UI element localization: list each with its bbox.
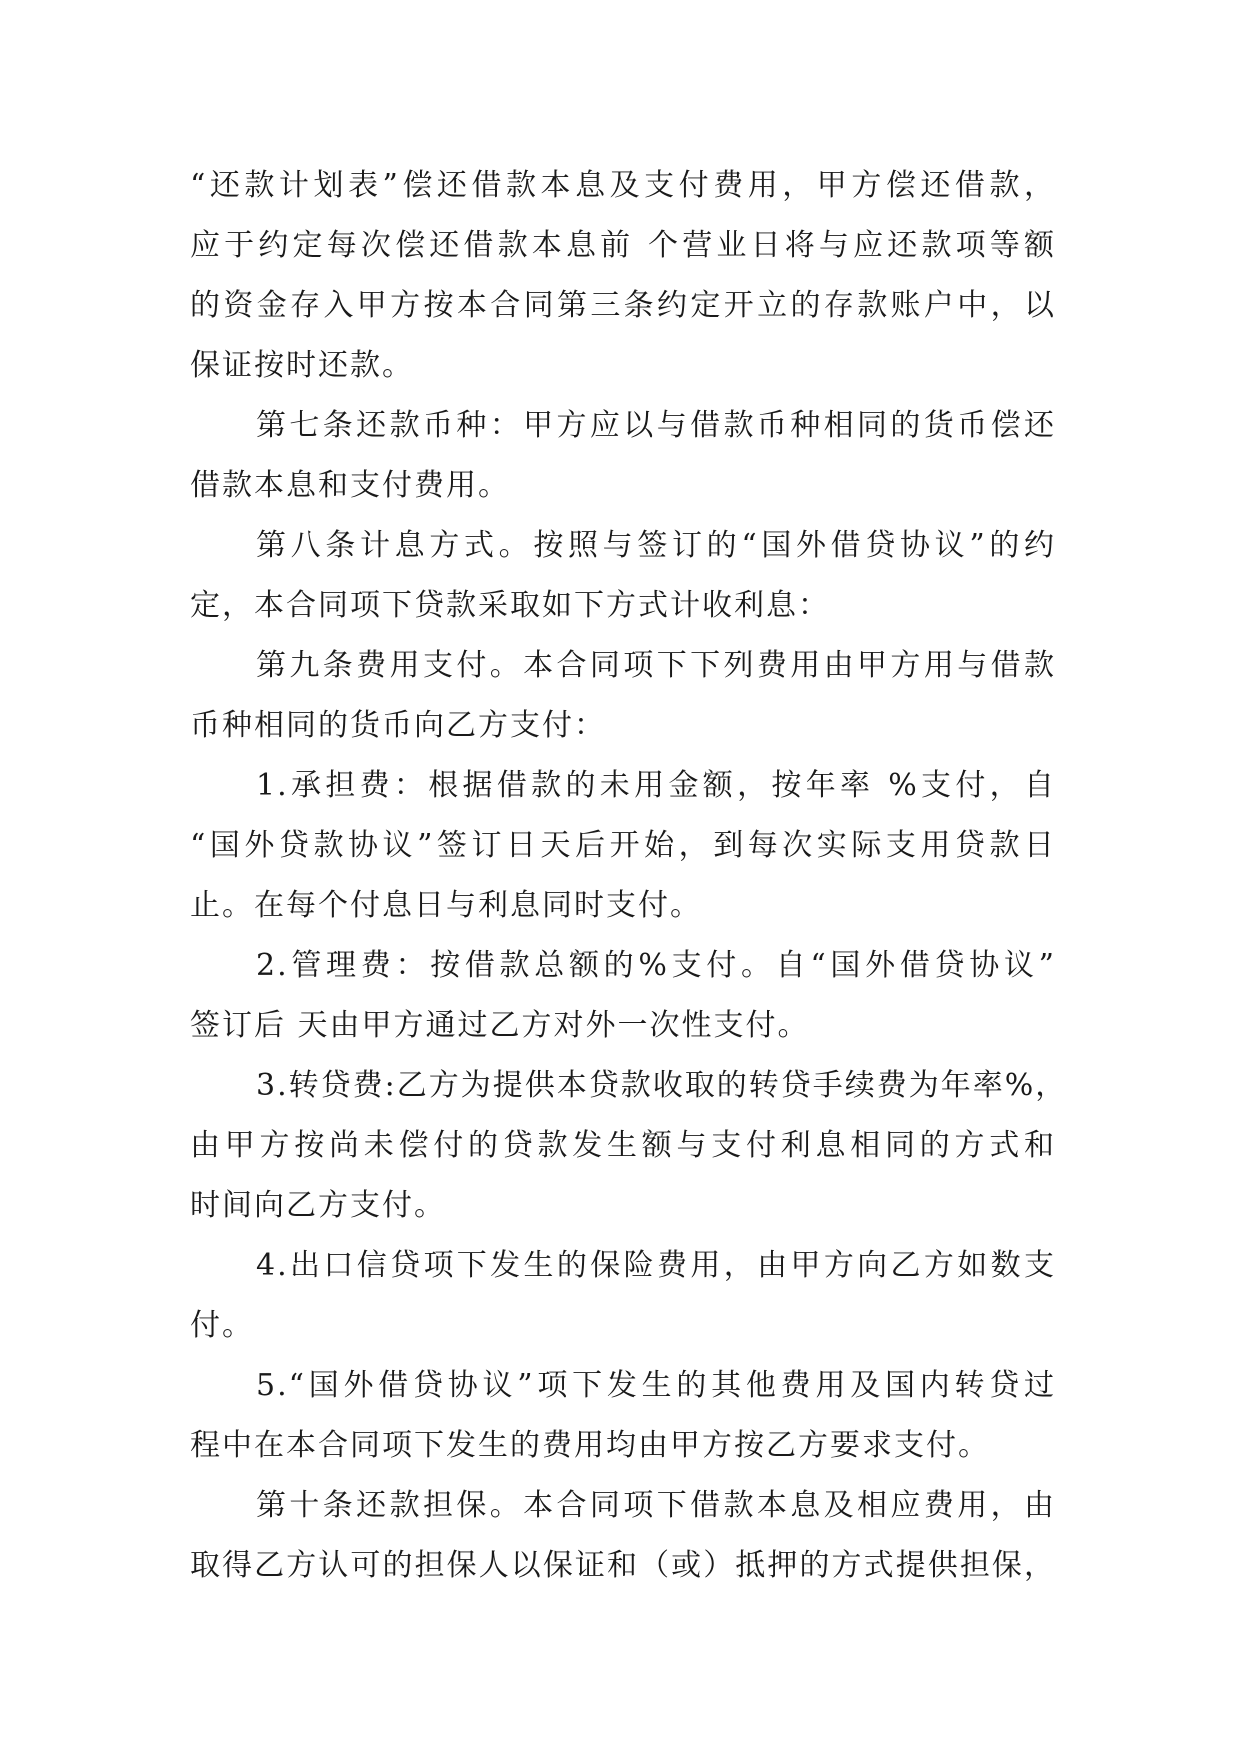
paragraph-item-1: [190, 756, 1056, 936]
paragraph-item-3: [190, 1056, 1068, 1236]
text-line: 定，本合同项下贷款采取如下方式计收利息：: [190, 588, 830, 623]
text-line: 1.承担费：根据借款的未用金额，按年率 %支付，自: [256, 768, 1056, 803]
text-line: 止。在每个付息日与利息同时支付。: [190, 888, 702, 923]
text-line: 第八条计息方式。按照与签订的“国外借贷协议”的约: [256, 528, 1056, 563]
text-line: 5.“国外借贷协议”项下发生的其他费用及国内转贷过: [256, 1368, 1056, 1403]
text-line: 第九条费用支付。本合同项下下列费用由甲方用与借款: [256, 648, 1056, 683]
paragraph-article-8: [190, 516, 1056, 636]
paragraph-article-10: [190, 1476, 1056, 1596]
text-line: 币种相同的货币向乙方支付：: [190, 708, 606, 743]
text-line: “国外贷款协议”签订日天后开始，到每次实际支用贷款日: [190, 828, 1056, 863]
text-line: 保证按时还款。: [190, 348, 414, 383]
text-line: 3.转贷费:乙方为提供本贷款收取的转贷手续费为年率%，: [256, 1068, 1068, 1103]
text-line: 的资金存入甲方按本合同第三条约定开立的存款账户中，以: [190, 288, 1056, 323]
text-line: 第七条还款币种：甲方应以与借款币种相同的货币偿还: [256, 408, 1056, 443]
paragraph-item-5: [190, 1356, 1056, 1476]
text-line: 程中在本合同项下发生的费用均由甲方按乙方要求支付。: [190, 1428, 990, 1463]
text-line: 付。: [190, 1308, 254, 1343]
text-line: 2.管理费：按借款总额的%支付。自“国外借贷协议”: [256, 948, 1056, 983]
text-line: 时间向乙方支付。: [190, 1188, 446, 1223]
paragraph-article-7: [190, 396, 1056, 516]
document-body: [190, 156, 1068, 1596]
text-line: 第十条还款担保。本合同项下借款本息及相应费用，由: [256, 1488, 1056, 1523]
text-line: 应于约定每次偿还借款本息前 个营业日将与应还款项等额: [190, 228, 1056, 263]
text-line: 4.出口信贷项下发生的保险费用，由甲方向乙方如数支: [256, 1248, 1056, 1283]
text-line: 签订后 天由甲方通过乙方对外一次性支付。: [190, 1008, 810, 1043]
paragraph-article-9: [190, 636, 1056, 756]
text-line: “还款计划表”偿还借款本息及支付费用，甲方偿还借款，: [190, 168, 1056, 203]
paragraph-item-4: [190, 1236, 1056, 1356]
text-line: 取得乙方认可的担保人以保证和（或）抵押的方式提供担保，: [190, 1548, 1056, 1583]
text-line: 由甲方按尚未偿付的贷款发生额与支付利息相同的方式和: [190, 1128, 1056, 1163]
paragraph-continued-clause: [190, 156, 1056, 396]
paragraph-item-2: [190, 936, 1056, 1056]
text-line: 借款本息和支付费用。: [190, 468, 510, 503]
